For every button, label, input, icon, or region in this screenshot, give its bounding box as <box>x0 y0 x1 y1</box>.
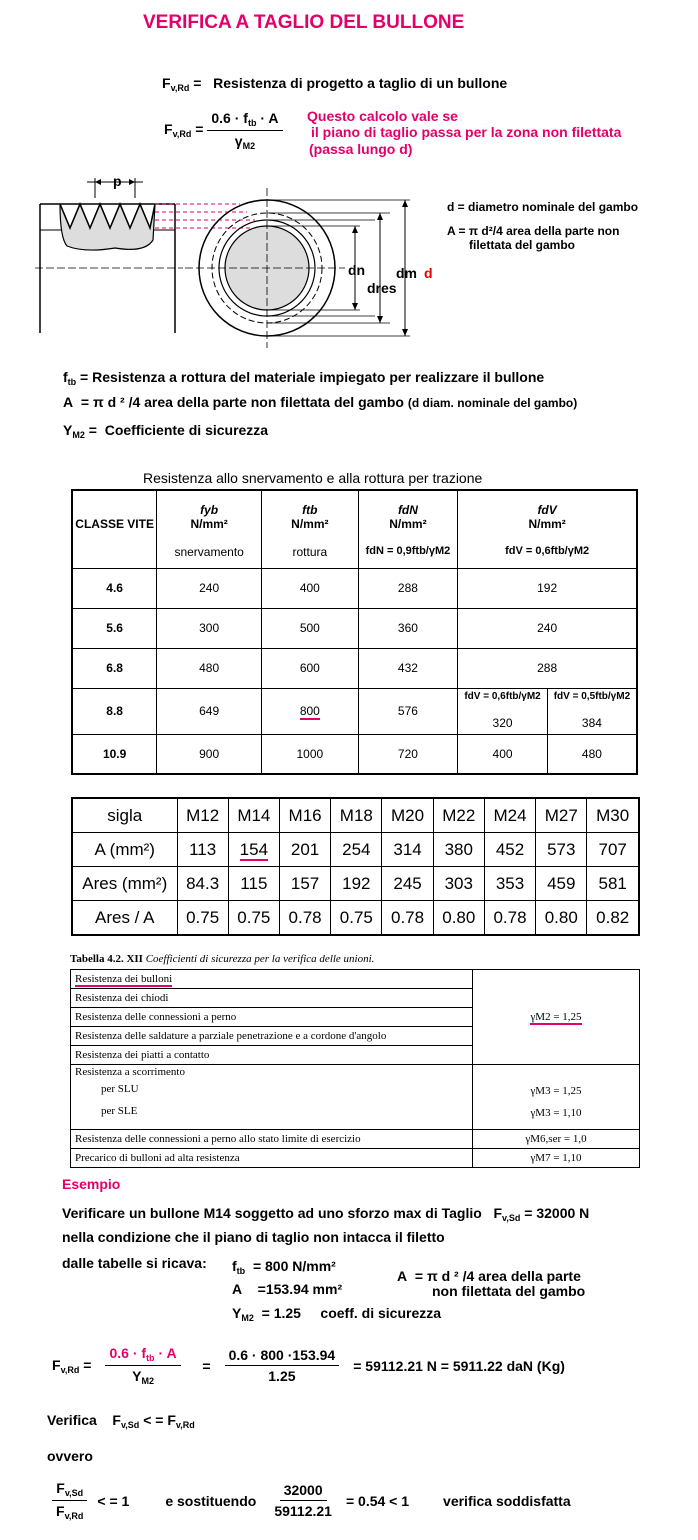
example-ftb: $f_{tb} = 800$ N/mm² <box>232 1258 336 1276</box>
label-dm: dm <box>396 265 417 281</box>
formula-note-3: (passa lungo d) <box>309 141 413 157</box>
example-ym2: $Y_{M2} = 1.25$ coeff. di sicurezza <box>232 1305 442 1323</box>
example-a-def-2: non filettata del gambo <box>432 1283 586 1299</box>
table-row: 8.8 649 800 576 fdV = 0,6ftb/γM2 320 fdV = 0,5ftb/γM2 384 <box>72 688 637 734</box>
label-dn: dn <box>348 262 366 278</box>
bolt-size-table <box>71 797 640 936</box>
formula-note-2: il piano di taglio passa per la zona non filettata <box>311 124 622 140</box>
table-row: Resistenza delle saldature a parziale penetrazione e a cordone d'angolo <box>71 1027 640 1046</box>
example-heading: Esempio <box>62 1176 121 1192</box>
page-title: VERIFICA A TAGLIO DEL BULLONE <box>143 12 465 33</box>
table-row: 6.8 480 600 432 288 <box>72 648 637 688</box>
table-row: Resistenza delle connessioni a perno allo stato limite di esercizio γM6,ser = 1,0 <box>71 1130 640 1149</box>
label-d: d <box>424 265 433 281</box>
ym2-definition: $Y_{M2}$ = Coefficiente di sicurezza <box>63 422 269 440</box>
example-a-def: A = π d ² /4 area della parte <box>397 1268 581 1284</box>
table-row: Resistenza a scorrimento per SLU per SLE γM3 = 1,25 γM3 = 1,10 <box>71 1065 640 1130</box>
a-definition: A = π d ² /4 area della parte non filettata del gambo (d diam. nominale del gambo) <box>63 394 578 410</box>
table-row: 5.6 300 500 360 240 <box>72 608 637 648</box>
table-row: Resistenza dei bulloni γM2 = 1,25 <box>71 970 640 989</box>
table-row: Resistenza dei piatti a contatto <box>71 1046 640 1065</box>
table-row: Resistenza dei chiodi <box>71 989 640 1008</box>
table-row: 4.6 240 400 288 192 <box>72 568 637 608</box>
d-description: d = diametro nominale del gambo <box>447 200 639 214</box>
a-description-1: A = π d²/4 area della parte non <box>447 224 620 238</box>
table-row: Precarico di bulloni ad alta resistenza γM7 = 1,10 <box>71 1149 640 1168</box>
header-fdn: fdN N/mm² fdN = 0,9ftb/γM2 <box>358 490 458 568</box>
header-fdv: fdV N/mm² fdV = 0,6ftb/γM2 <box>458 490 637 568</box>
table1-caption: Resistenza allo snervamento e alla rottura per trazione <box>143 470 483 486</box>
ovvero: ovvero <box>47 1448 93 1464</box>
fvrd-definition: $F_{v,Rd}$ = Resistenza di progetto a taglio di un bullone <box>162 75 508 93</box>
example-line-3: dalle tabelle si ricava: <box>62 1255 207 1271</box>
header-classe: CLASSE VITE <box>72 490 157 568</box>
example-calculation: $F_{v,Rd}$ = $\frac{0.6 \cdot f_{tb} \cdot A}{Y_{M2}}$ = $\frac{0.6 \cdot 800 \cdot 153.94}{1.25}$ = 59112.21 N = 5911.22 daN (Kg) <box>52 1345 565 1386</box>
verifica-line: Verifica $F_{v,Sd}$ < = $F_{v,Rd}$ <box>47 1412 195 1430</box>
table-row: Ares (mm²) 84.3 115 157 192 245 303 353 459 581 <box>72 867 639 901</box>
ftb-definition: $f_{tb}$ = Resistenza a rottura del materiale impiegato per realizzare il bullone <box>63 369 545 387</box>
table3-caption: Tabella 4.2. XII Coefficienti di sicurezza per la verifica delle unioni. <box>70 953 375 965</box>
header-fyb: fyb N/mm² snervamento <box>157 490 262 568</box>
table-row: 10.9 900 1000 720 400 480 <box>72 734 637 774</box>
safety-factor-table <box>70 969 640 1168</box>
formula-note-1: Questo calcolo vale se <box>307 108 458 124</box>
table-row: A (mm²) 113 154 201 254 314 380 452 573 707 <box>72 833 639 867</box>
label-dres: dres <box>367 280 397 296</box>
example-line-1: Verificare un bullone M14 soggetto ad uno sforzo max di Taglio $F_{v,Sd} = 32000$ N <box>62 1205 590 1223</box>
fvrd-formula: $F_{v,Rd}$ = $\frac{0.6 \cdot f_{tb} \cdot A}{\gamma_{M2}}$ <box>164 110 283 151</box>
final-check: $\frac{F_{v,Sd}}{F_{v,Rd}}$ < = 1 e sostituendo $\frac{32000}{59112.21}$ = 0.54 < 1 verifica soddisfatta <box>52 1480 571 1521</box>
a-description-2: filettata del gambo <box>469 238 576 252</box>
example-line-2: nella condizione che il piano di taglio non intacca il filetto <box>62 1229 445 1245</box>
table-row: Resistenza delle connessioni a perno <box>71 1008 640 1027</box>
bolt-diagram <box>35 168 445 348</box>
table-row: Ares / A 0.75 0.75 0.78 0.75 0.78 0.80 0.78 0.80 0.82 <box>72 901 639 936</box>
class-table <box>71 489 638 775</box>
table-row: sigla M12 M14 M16 M18 M20 M22 M24 M27 M30 <box>72 798 639 833</box>
header-ftb: ftb N/mm² rottura <box>262 490 359 568</box>
example-a: A =153.94 mm² <box>232 1281 343 1297</box>
label-p: p <box>113 173 122 189</box>
